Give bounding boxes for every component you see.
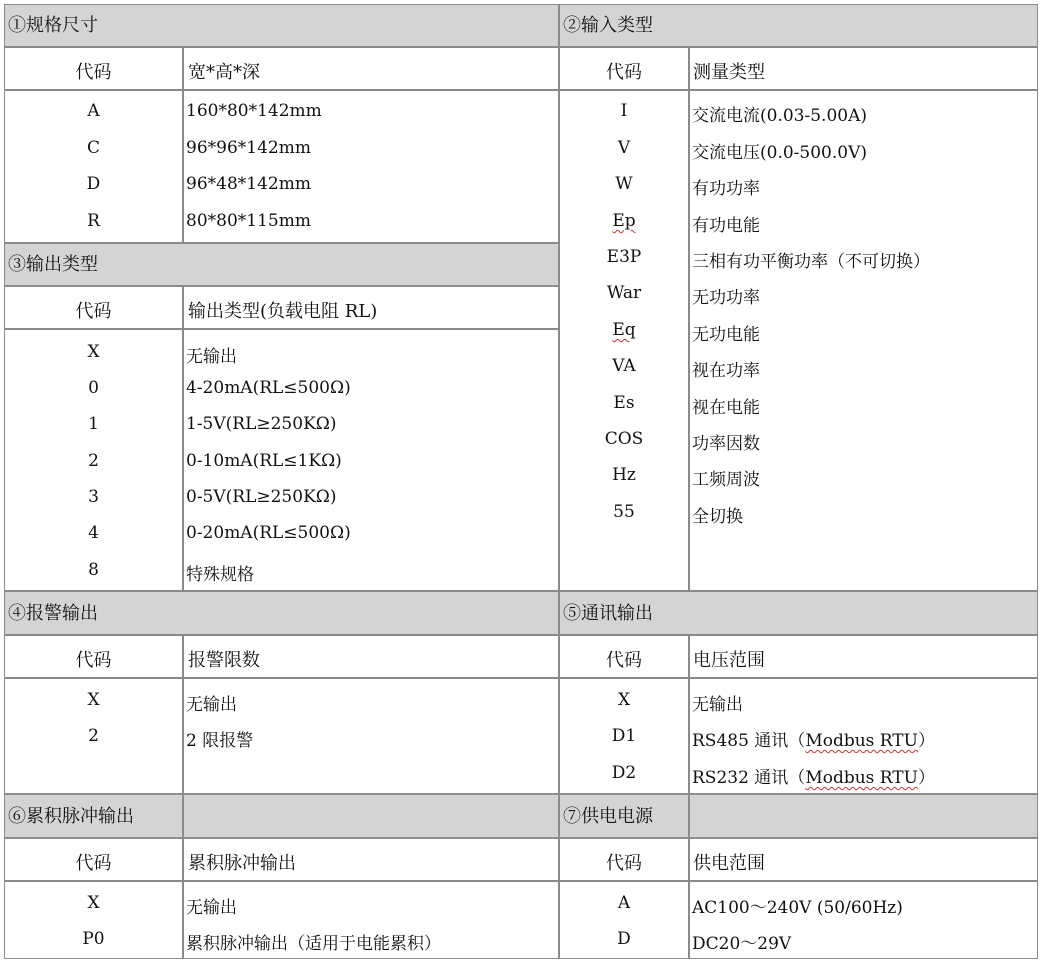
table-row-code: A	[617, 893, 631, 913]
section-1-code-header: 代码	[75, 62, 112, 83]
table-row-desc: 0-20mA(RL≤500Ω)	[186, 523, 351, 543]
table-row-code: P0	[82, 929, 105, 949]
table-row-desc: 0-10mA(RL≤1KΩ)	[186, 451, 342, 471]
table-row-desc	[692, 726, 935, 751]
table-row-code	[559, 320, 689, 340]
table-row-desc: 交流电流(0.03-5.00A)	[692, 106, 867, 126]
table-row-desc: 视在功率	[692, 361, 760, 381]
section-5-title: ⑤通讯输出	[563, 603, 653, 624]
table-row-desc: 有功功率	[692, 179, 760, 199]
table-row-desc: 视在电能	[692, 398, 760, 418]
section-4-title: ④报警输出	[8, 603, 98, 624]
section-4-desc-header: 报警限数	[188, 650, 260, 671]
section-2-title: ②输入类型	[563, 15, 653, 36]
table-row-desc: 160*80*142mm	[186, 101, 322, 121]
table-row-desc: 有功电能	[692, 216, 760, 236]
table-row-code: 55	[613, 502, 635, 522]
section-2-code-header: 代码	[606, 62, 642, 83]
table-row-desc: 无功电能	[692, 325, 760, 345]
section-3-desc-header: 输出类型(负载电阻 RL)	[188, 301, 378, 322]
table-row-desc: 工频周波	[692, 470, 760, 490]
table-row-code: W	[615, 174, 633, 194]
section-7-title: ⑦供电电源	[563, 806, 653, 827]
desc-suffix: ）	[917, 731, 935, 751]
spellcheck-mark: Modbus RTU	[805, 768, 918, 788]
table-row-desc: 80*80*115mm	[186, 211, 311, 231]
spellcheck-mark: Eq	[612, 320, 636, 340]
table-row-code: 0	[88, 378, 99, 398]
table-row-code: Hz	[612, 465, 636, 485]
section-7-header-blank	[689, 794, 1038, 838]
table-row-code	[559, 211, 689, 231]
section-4-code-header: 代码	[75, 650, 112, 671]
table-row-code: 1	[88, 414, 99, 434]
table-row-code: D	[617, 929, 631, 949]
spellcheck-mark: Ep	[612, 211, 636, 231]
table-row-code: X	[87, 893, 100, 913]
table-row-desc: 无功功率	[692, 288, 760, 308]
section-6-header-blank	[183, 794, 559, 838]
table-row-desc: 无输出	[186, 695, 237, 715]
table-row-desc: 三相有功平衡功率（不可切换）	[692, 252, 930, 272]
table-row-code: 4	[88, 523, 99, 543]
section-6-desc-header: 累积脉冲输出	[188, 853, 296, 874]
section-6-title: ⑥累积脉冲输出	[8, 806, 134, 827]
table-row-code: D2	[611, 763, 637, 783]
desc-suffix: ）	[917, 768, 935, 788]
table-row-desc: 全切换	[692, 507, 743, 527]
table-row-desc: 96*96*142mm	[186, 138, 311, 158]
table-row-desc: 96*48*142mm	[186, 174, 311, 194]
table-row-code: D1	[611, 726, 637, 746]
table-row-code: D	[86, 174, 101, 194]
table-row-code: V	[617, 138, 631, 158]
spellcheck-mark: Modbus RTU	[805, 731, 918, 751]
table-row-desc: 功率因数	[692, 434, 760, 454]
table-row-desc: DC20～29V	[692, 934, 792, 954]
table-row-desc: 4-20mA(RL≤500Ω)	[186, 378, 351, 398]
table-row-desc: 0-5V(RL≥250KΩ)	[186, 487, 337, 507]
table-row-code: War	[606, 283, 642, 303]
section-5-desc-header: 电压范围	[693, 650, 765, 671]
table-row-code: E3P	[606, 247, 642, 267]
section-7-code-header: 代码	[606, 853, 642, 874]
table-row-desc: 交流电压(0.0-500.0V)	[692, 143, 867, 163]
table-row-code: 2	[88, 726, 99, 746]
table-row-code: COS	[604, 429, 644, 449]
table-row-code: VA	[612, 356, 636, 376]
table-row-desc: 无输出	[692, 695, 743, 715]
table-row-desc: 特殊规格	[186, 565, 254, 585]
section-1-desc-header: 宽*高*深	[188, 62, 260, 83]
table-row-code: X	[617, 690, 631, 710]
table-row-desc: 无输出	[186, 898, 237, 918]
table-row-desc: 累积脉冲输出（适用于电能累积）	[186, 934, 441, 954]
section-3-title: ③输出类型	[8, 254, 98, 275]
desc-prefix: RS232 通讯（	[692, 768, 806, 788]
section-2-desc-header: 测量类型	[693, 62, 765, 83]
section-5-code-header: 代码	[606, 650, 642, 671]
table-row-desc: 无输出	[186, 347, 237, 367]
table-row-desc	[692, 763, 935, 788]
table-row-code: 2	[88, 451, 99, 471]
table-row-code: C	[86, 138, 100, 158]
section-1-title: ①规格尺寸	[8, 15, 98, 36]
table-row-code: A	[87, 101, 100, 121]
table-row-code: 3	[88, 487, 99, 507]
section-3-code-header: 代码	[75, 301, 112, 322]
desc-prefix: RS485 通讯（	[692, 731, 806, 751]
section-6-code-header: 代码	[75, 853, 112, 874]
table-row-code: X	[87, 690, 100, 710]
table-row-desc: 2 限报警	[186, 731, 254, 751]
table-row-code: R	[87, 211, 100, 231]
table-row-code: I	[620, 101, 628, 121]
table-row-code: X	[87, 342, 100, 362]
table-row-desc: AC100～240V (50/60Hz)	[692, 898, 903, 918]
table-row-code: Es	[613, 393, 635, 413]
section-7-desc-header: 供电范围	[693, 853, 765, 874]
table-row-desc: 1-5V(RL≥250KΩ)	[186, 414, 337, 434]
table-row-code: 8	[88, 560, 99, 580]
